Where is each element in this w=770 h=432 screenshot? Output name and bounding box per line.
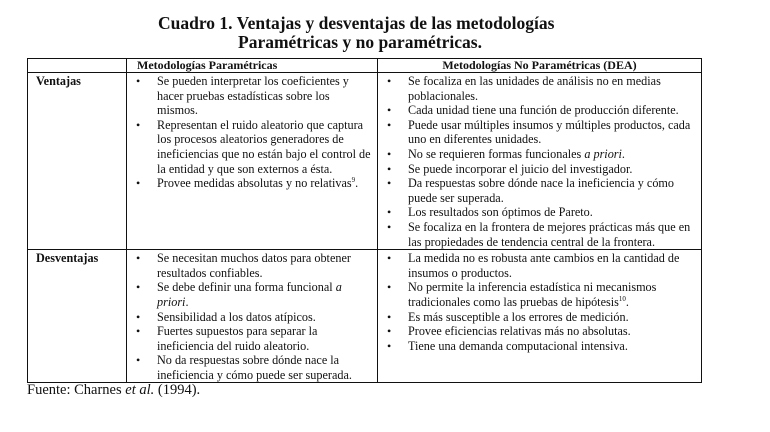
bullet-list xyxy=(127,250,377,382)
source-italic: et al. xyxy=(125,382,155,398)
list-item: • Da respuestas sobre dónde nace la ineficiencia y cómo puede ser superada. xyxy=(378,176,701,205)
list-item xyxy=(378,280,701,309)
source-note xyxy=(27,382,200,399)
header-nonparametric: Metodologías No Paramétricas (DEA) xyxy=(378,59,702,73)
comparison-table xyxy=(27,58,702,383)
header-row xyxy=(28,59,702,73)
source-prefix: Fuente: Charnes xyxy=(27,382,126,398)
item-text: Se debe definir una forma funcional xyxy=(157,280,336,295)
footnote-ref: 9 xyxy=(351,176,356,185)
list-item: • Se pueden interpretar los coeficientes y hacer pruebas estadísticas sobre los mismos. xyxy=(127,74,377,118)
item-tail: . xyxy=(625,294,629,309)
cell-nonparametric xyxy=(378,250,702,383)
item-tail: . xyxy=(621,146,625,161)
list-item: • Representan el ruido aleatorio que captura los procesos aleatorios generadores de ineficiencias que no están bajo el control de la entidad y que son externos a ésta. xyxy=(127,118,377,176)
list-item: • No da respuestas sobre dónde nace la ineficiencia y cómo puede ser superada. xyxy=(127,353,377,382)
list-item: • Se focaliza en las unidades de análisis no en medias poblacionales. xyxy=(378,74,701,103)
table-row-ventajas xyxy=(28,73,702,250)
list-item: • La medida no es robusta ante cambios en la cantidad de insumos o productos. xyxy=(378,251,701,280)
row-label: Ventajas xyxy=(28,73,127,250)
list-item: • Tiene una demanda computacional intensiva. xyxy=(378,339,701,354)
list-item: • Es más susceptible a los errores de medición. xyxy=(378,310,701,325)
header-empty xyxy=(28,59,127,73)
item-tail: . xyxy=(355,176,359,191)
list-item: • Los resultados son óptimos de Pareto. xyxy=(378,205,701,220)
list-item xyxy=(378,147,701,162)
item-text: No se requieren formas funcionales xyxy=(408,146,585,161)
list-item: • Puede usar múltiples insumos y múltiples productos, cada uno en diferentes unidades. xyxy=(378,118,701,147)
cell-nonparametric xyxy=(378,73,702,250)
header-parametric: Metodologías Paramétricas xyxy=(127,59,378,73)
list-item: • Se puede incorporar el juicio del investigador. xyxy=(378,162,701,177)
item-text: Provee medidas absolutas y no relativas xyxy=(157,176,352,191)
item-tail: . xyxy=(185,294,189,309)
table-row-desventajas xyxy=(28,250,702,383)
list-item xyxy=(127,280,377,309)
list-item: • Sensibilidad a los datos atípicos. xyxy=(127,310,377,325)
list-item: • Se necesitan muchos datos para obtener resultados confiables. xyxy=(127,251,377,280)
bullet-list xyxy=(127,73,377,191)
bullet-list xyxy=(378,250,701,353)
cell-parametric xyxy=(127,73,378,250)
cell-parametric xyxy=(127,250,378,383)
list-item: • Cada unidad tiene una función de producción diferente. xyxy=(378,103,701,118)
caption-line-1: Cuadro 1. Ventajas y desventajas de las metodologías xyxy=(158,13,555,33)
row-label: Desventajas xyxy=(28,250,127,383)
footnote-ref: 10 xyxy=(618,294,626,303)
item-italic: a priori xyxy=(157,280,342,309)
bullet-list xyxy=(378,73,701,249)
caption-line-2: Paramétricas y no paramétricas. xyxy=(238,32,482,52)
list-item: • Fuertes supuestos para separar la ineficiencia del ruido aleatorio. xyxy=(127,324,377,353)
source-suffix: (1994). xyxy=(154,382,201,398)
list-item: • Se focaliza en la frontera de mejores prácticas más que en las propiedades de tendencia central de la frontera. xyxy=(378,220,701,249)
item-text: No permite la inferencia estadística ni mecanismos tradicionales como las pruebas de hipótesis xyxy=(408,280,657,309)
list-item xyxy=(127,176,377,191)
list-item: • Provee eficiencias relativas más no absolutas. xyxy=(378,324,701,339)
item-italic: a priori xyxy=(584,146,622,161)
